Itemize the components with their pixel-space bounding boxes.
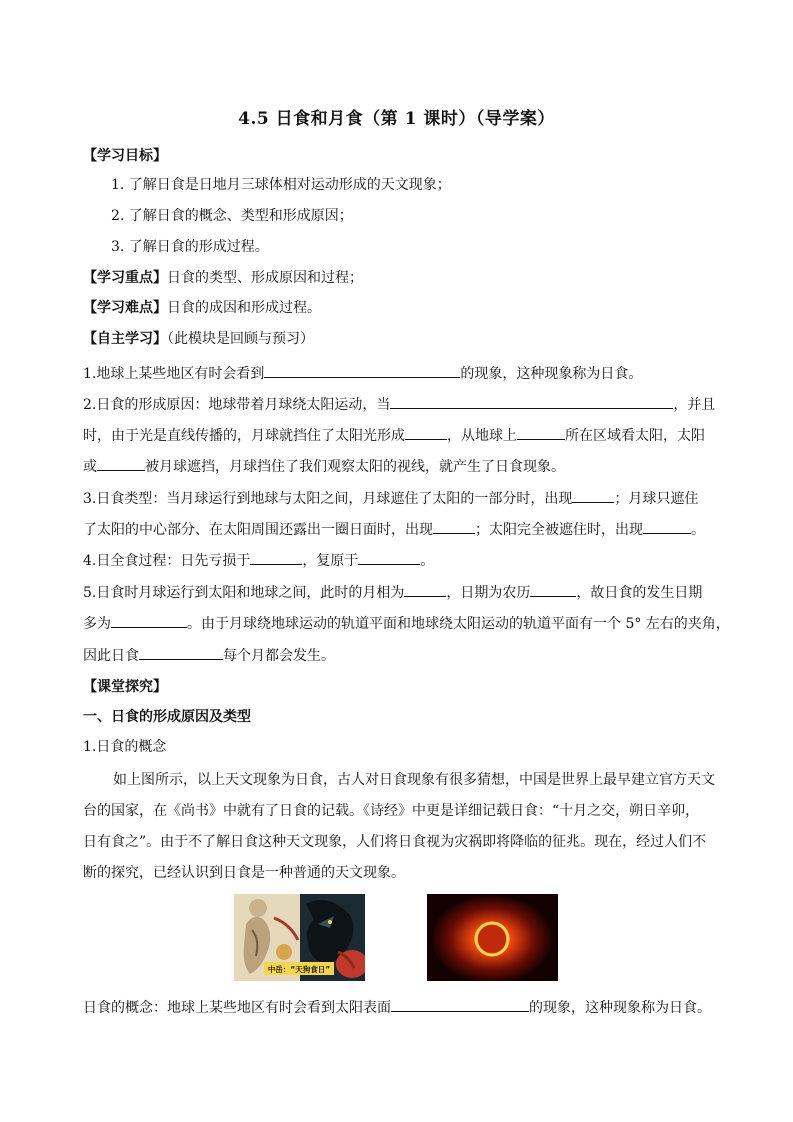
key-point-text: 日食的类型、形成原因和过程；	[167, 270, 363, 286]
q3-text-d: ；太阳完全被遮住时，出现	[475, 522, 643, 538]
q2-text-c: 时，由于光是直线传播的，月球就挡住了太阳光形成	[83, 428, 405, 444]
answer-blank[interactable]	[97, 456, 145, 471]
answer-blank[interactable]	[391, 997, 529, 1012]
objective-item: 2. 了解日食的概念、类型和形成原因；	[111, 208, 353, 224]
page-title: 4.5 日食和月食（第 1 课时）（导学案）	[238, 109, 555, 129]
q5-text-b: ，日期为农历	[446, 585, 531, 601]
q4-text-b: ，复原于	[302, 553, 359, 569]
answer-blank[interactable]	[643, 519, 691, 534]
difficulty-text: 日食的成因和形成过程。	[167, 300, 321, 316]
question-4	[83, 550, 434, 571]
q5-text-a: 5.日食时月球运行到太阳和地球之间，此时的月相为	[83, 585, 405, 601]
self-study-label: 【自主学习】	[83, 331, 167, 347]
q3-text-c: 了太阳的中心部分、在太阳周围还露出一圈日面时，出现	[83, 522, 433, 538]
q5-text-e: 。由于月球绕地球运动的轨道平面和地球绕太阳运动的轨道平面有一个 5° 左右的夹角，	[187, 616, 730, 632]
answer-blank[interactable]	[404, 582, 446, 597]
q1-text-b: 的现象，这种现象称为日食。	[460, 366, 643, 382]
answer-blank[interactable]	[433, 519, 475, 534]
paragraph-line: 台的国家，在《尚书》中就有了日食的记载。《诗经》中更是详细记载日食：“十月之交，朔日辛卯，	[83, 803, 700, 819]
objective-item: 1. 了解日食是日地月三球体相对运动形成的天文现象；	[111, 177, 451, 193]
answer-blank[interactable]	[517, 425, 565, 440]
q3-text-e: 。	[691, 522, 705, 538]
question-1	[83, 363, 642, 384]
key-point-line	[83, 268, 363, 288]
answer-blank[interactable]	[358, 550, 420, 565]
q4-text-c: 。	[420, 553, 435, 569]
q3-text-a: 3.日食类型：当月球运行到地球与太阳之间，月球遮住了太阳的一部分时，出现	[83, 491, 573, 507]
subsection-heading: 1.日食的概念	[83, 739, 167, 755]
question-2-line-1	[83, 394, 715, 415]
objective-item: 3. 了解日食的形成过程。	[111, 239, 269, 255]
q5-text-f: 因此日食	[83, 648, 139, 664]
q1-text-a: 1.地球上某些地区有时会看到	[83, 366, 265, 382]
eclipse-concept-line	[83, 997, 711, 1018]
question-2-line-2	[83, 425, 705, 446]
answer-blank[interactable]	[405, 425, 447, 440]
question-5-line-1	[83, 582, 702, 603]
q5-text-g: 每个月都会发生。	[223, 648, 335, 664]
answer-blank[interactable]	[250, 550, 302, 565]
q3-text-b: ；月球只遮住	[614, 491, 699, 507]
paragraph-line: 如上图所示，以上天文现象为日食，古人对日食现象有很多猜想，中国是世界上最早建立官方天文	[113, 772, 715, 788]
q2-text-d: ，从地球上	[447, 428, 517, 444]
classroom-header: 【课堂探究】	[83, 679, 167, 695]
paragraph-line: 断的探究，已经认识到日食是一种普通的天文现象。	[83, 865, 405, 881]
paragraph-line: 日有食之”。由于不了解日食这种天文现象，人们将日食视为灾祸即将降临的征兆。现在，经过人们不	[83, 834, 707, 850]
q5-text-c: ，故日食的发生日期	[576, 585, 703, 601]
q2-text-g: 被月球遮挡，月球挡住了我们观察太阳的视线，就产生了日食现象。	[145, 459, 565, 475]
difficulty-line	[83, 298, 321, 318]
objectives-header: 【学习目标】	[83, 148, 167, 164]
concept-text-b: 的现象，这种现象称为日食。	[529, 1000, 711, 1016]
difficulty-label: 【学习难点】	[83, 300, 167, 316]
answer-blank[interactable]	[264, 363, 460, 378]
answer-blank[interactable]	[572, 488, 614, 503]
self-study-line	[83, 329, 314, 349]
q2-text-a: 2.日食的形成原因：地球带着月球绕太阳运动，当	[83, 397, 391, 413]
self-study-note: （此模块是回顾与预习）	[167, 331, 314, 347]
q2-text-f: 或	[83, 459, 97, 475]
image-caption: 中岳：“天狗食日”	[267, 965, 331, 974]
key-point-label: 【学习重点】	[83, 270, 167, 286]
solar-eclipse-image	[427, 894, 558, 981]
q2-text-b: ，并且	[673, 397, 716, 413]
answer-blank[interactable]	[390, 394, 673, 409]
answer-blank[interactable]	[111, 613, 187, 628]
question-2-line-3	[83, 456, 565, 477]
q2-text-e: 所在区域看太阳，太阳	[565, 428, 705, 444]
q5-text-d: 多为	[83, 616, 111, 632]
answer-blank[interactable]	[139, 645, 223, 660]
tiangou-painting-image	[234, 894, 365, 981]
question-5-line-3	[83, 645, 335, 666]
question-3-line-1	[83, 488, 698, 509]
concept-text-a: 日食的概念：地球上某些地区有时会看到太阳表面	[83, 1000, 391, 1016]
answer-blank[interactable]	[530, 582, 576, 597]
question-3-line-2	[83, 519, 705, 540]
section-heading: 一、日食的形成原因及类型	[83, 709, 251, 725]
question-5-line-2	[83, 613, 730, 634]
q4-text-a: 4.日全食过程：日先亏损于	[83, 553, 251, 569]
